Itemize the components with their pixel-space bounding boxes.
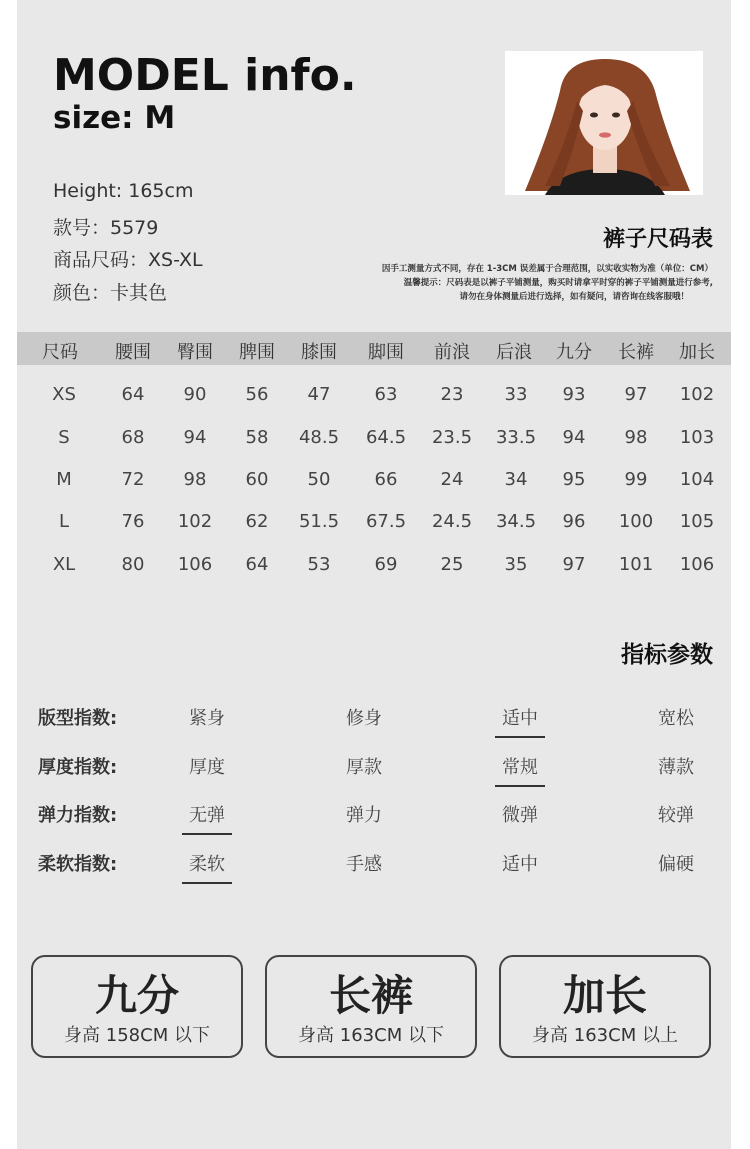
index-option-selected: 无弹 bbox=[167, 801, 247, 827]
header-cell: 前浪 bbox=[434, 342, 470, 363]
table-cell: 102 bbox=[177, 511, 213, 532]
length-box-long bbox=[499, 955, 711, 1058]
table-cell: 99 bbox=[624, 469, 648, 490]
index-label: 柔软指数: bbox=[38, 854, 118, 875]
table-cell: 66 bbox=[374, 469, 398, 490]
length-box-title: 九分 bbox=[94, 971, 179, 1020]
table-cell: 24 bbox=[440, 469, 464, 490]
indices-title: 指标参数 bbox=[621, 642, 713, 668]
header-cell: 后浪 bbox=[496, 342, 532, 363]
header-cell: 九分 bbox=[556, 342, 592, 363]
table-cell: 33 bbox=[504, 384, 528, 405]
table-cell: 24.5 bbox=[431, 511, 473, 532]
table-cell: 101 bbox=[618, 554, 654, 575]
table-cell: 97 bbox=[562, 554, 586, 575]
length-box-desc: 身高 163CM 以下 bbox=[298, 1025, 444, 1046]
table-cell: 96 bbox=[562, 511, 586, 532]
size-table-header bbox=[17, 332, 731, 365]
table-cell: 97 bbox=[624, 384, 648, 405]
table-cell: 62 bbox=[245, 511, 269, 532]
table-cell: M bbox=[56, 469, 72, 490]
index-option-selected: 柔软 bbox=[167, 850, 247, 876]
table-cell: XL bbox=[52, 554, 76, 575]
header-cell: 尺码 bbox=[42, 342, 78, 363]
length-box-title: 长裤 bbox=[328, 971, 413, 1020]
index-option: 较弹 bbox=[658, 805, 694, 826]
table-cell: 98 bbox=[183, 469, 207, 490]
table-cell: 34 bbox=[504, 469, 528, 490]
length-box-cropped bbox=[31, 955, 243, 1058]
index-option: 适中 bbox=[502, 854, 538, 875]
index-option-selected: 常规 bbox=[480, 753, 560, 779]
table-cell: 104 bbox=[679, 469, 715, 490]
model-photo bbox=[505, 51, 703, 195]
table-cell: 67.5 bbox=[365, 511, 407, 532]
model-size: size: M bbox=[53, 100, 176, 136]
tip-note-1: 温馨提示：尺码表是以裤子平铺测量，购买时请拿平时穿的裤子平铺测量进行参考, bbox=[403, 278, 713, 288]
table-cell: 95 bbox=[562, 469, 586, 490]
length-box-regular bbox=[265, 955, 477, 1058]
index-option: 厚度 bbox=[189, 757, 225, 778]
table-cell: XS bbox=[52, 384, 76, 405]
table-cell: 25 bbox=[440, 554, 464, 575]
table-cell: 34.5 bbox=[495, 511, 537, 532]
table-cell: 103 bbox=[679, 427, 715, 448]
table-cell: 56 bbox=[245, 384, 269, 405]
table-cell: 100 bbox=[618, 511, 654, 532]
table-cell: 106 bbox=[679, 554, 715, 575]
length-box-desc: 身高 163CM 以上 bbox=[532, 1025, 678, 1046]
table-cell: 50 bbox=[307, 469, 331, 490]
size-range: 商品尺码：XS-XL bbox=[53, 249, 203, 271]
index-option: 宽松 bbox=[658, 708, 694, 729]
table-cell: 69 bbox=[374, 554, 398, 575]
table-cell: 106 bbox=[177, 554, 213, 575]
table-cell: 64 bbox=[121, 384, 145, 405]
index-option: 弹力 bbox=[346, 805, 382, 826]
model-height: Height: 165cm bbox=[53, 180, 194, 202]
table-cell: 63 bbox=[374, 384, 398, 405]
table-cell: 105 bbox=[679, 511, 715, 532]
table-cell: 51.5 bbox=[298, 511, 340, 532]
table-cell: 23 bbox=[440, 384, 464, 405]
table-cell: 90 bbox=[183, 384, 207, 405]
index-option: 紧身 bbox=[189, 708, 225, 729]
table-cell: 53 bbox=[307, 554, 331, 575]
table-cell: 64 bbox=[245, 554, 269, 575]
table-cell: 94 bbox=[562, 427, 586, 448]
index-label: 版型指数: bbox=[38, 708, 118, 729]
table-cell: L bbox=[58, 511, 70, 532]
index-option: 手感 bbox=[346, 854, 382, 875]
table-cell: 76 bbox=[121, 511, 145, 532]
measure-note: 因手工测量方式不同，存在 1-3CM 误差属于合理范围，以实收实物为准（单位：CM） bbox=[381, 264, 713, 274]
table-cell: S bbox=[58, 427, 70, 448]
table-cell: 94 bbox=[183, 427, 207, 448]
table-cell: 72 bbox=[121, 469, 145, 490]
header-cell: 臀围 bbox=[177, 342, 213, 363]
tip-note-2: 请勿在身体测量后进行选择，如有疑问，请咨询在线客服哦！ bbox=[459, 292, 689, 302]
length-box-desc: 身高 158CM 以下 bbox=[64, 1025, 210, 1046]
style-number: 款号：5579 bbox=[53, 217, 159, 239]
table-cell: 60 bbox=[245, 469, 269, 490]
header-cell: 腰围 bbox=[115, 342, 151, 363]
size-info-panel bbox=[17, 0, 731, 1149]
model-info-title: MODEL info. bbox=[53, 50, 357, 101]
table-cell: 23.5 bbox=[431, 427, 473, 448]
index-option-selected: 适中 bbox=[480, 704, 560, 730]
header-cell: 脚围 bbox=[368, 342, 404, 363]
table-cell: 64.5 bbox=[365, 427, 407, 448]
table-cell: 48.5 bbox=[298, 427, 340, 448]
table-cell: 47 bbox=[307, 384, 331, 405]
size-chart-title: 裤子尺码表 bbox=[602, 227, 713, 252]
index-option: 修身 bbox=[346, 708, 382, 729]
table-cell: 102 bbox=[679, 384, 715, 405]
table-cell: 58 bbox=[245, 427, 269, 448]
header-cell: 长裤 bbox=[618, 342, 654, 363]
index-option: 偏硬 bbox=[658, 854, 694, 875]
table-cell: 68 bbox=[121, 427, 145, 448]
header-cell: 加长 bbox=[679, 342, 715, 363]
index-option: 微弹 bbox=[502, 805, 538, 826]
index-option: 薄款 bbox=[658, 757, 694, 778]
product-color: 颜色：卡其色 bbox=[53, 282, 168, 304]
table-cell: 98 bbox=[624, 427, 648, 448]
header-cell: 膝围 bbox=[301, 342, 337, 363]
table-cell: 35 bbox=[504, 554, 528, 575]
length-box-title: 加长 bbox=[562, 971, 647, 1020]
header-cell: 脾围 bbox=[239, 342, 275, 363]
index-label: 弹力指数: bbox=[38, 805, 118, 826]
table-cell: 80 bbox=[121, 554, 145, 575]
index-option: 厚款 bbox=[346, 757, 382, 778]
index-label: 厚度指数: bbox=[38, 757, 118, 778]
table-cell: 33.5 bbox=[495, 427, 537, 448]
table-cell: 93 bbox=[562, 384, 586, 405]
